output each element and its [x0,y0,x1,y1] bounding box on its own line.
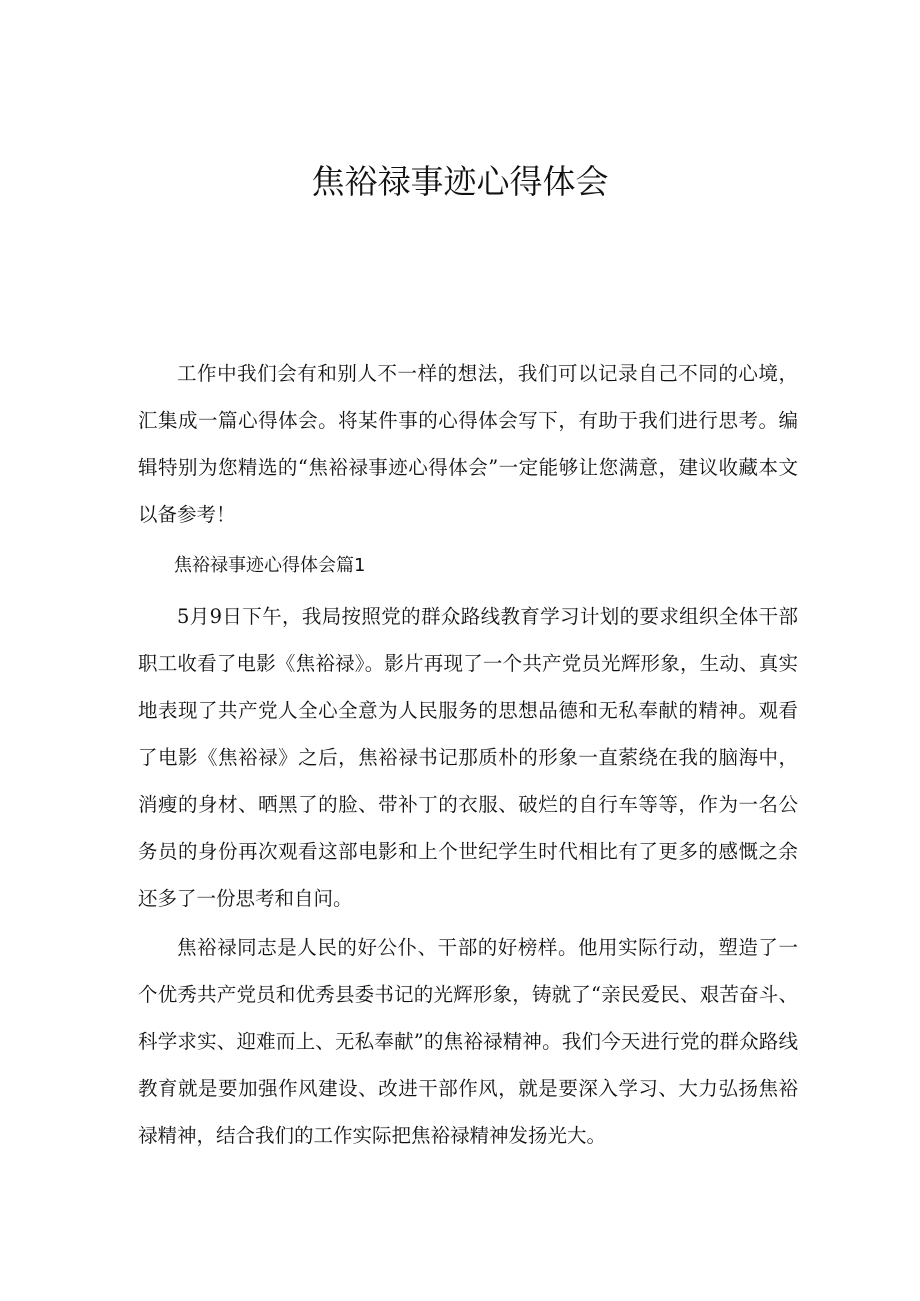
document-title: 焦裕禄事迹心得体会 [311,162,609,201]
intro-paragraph: 工作中我们会有和别人不一样的想法，我们可以记录自己不同的心境，汇集成一篇心得体会。将某件事的心得体会写下，有助于我们进行思考。编辑特别为您精选的“焦裕禄事迹心得体会”一定能够让您满意，建议收藏本文以备参考！ [138,362,798,526]
body-paragraph-2: 焦裕禄同志是人民的好公仆、干部的好榜样。他用实际行动，塑造了一个优秀共产党员和优秀县委书记的光辉形象，铸就了“亲民爱民、艰苦奋斗、科学求实、迎难而上、无私奉献”的焦裕禄精神。我们今天进行党的群众路线教育就是要加强作风建设、改进干部作风，就是要深入学习、大力弘扬焦裕禄精神，结合我们的工作实际把焦裕禄精神发扬光大。 [138,936,798,1147]
section-heading: 焦裕禄事迹心得体会篇1 [174,555,366,576]
body-paragraph-1: 5月9日下午，我局按照党的群众路线教育学习计划的要求组织全体干部职工收看了电影《焦裕禄》。影片再现了一个共产党员光辉形象，生动、真实地表现了共产党人全心全意为人民服务的思想品德和无私奉献的精神。观看了电影《焦裕禄》之后，焦裕禄书记那质朴的形象一直萦绕在我的脑海中，消瘦的身材、晒黑了的脸、带补丁的衣服、破烂的自行车等等，作为一名公务员的身份再次观看这部电影和上个世纪学生时代相比有了更多的感慨之余还多了一份思考和自问。 [138,605,798,910]
document-body [138,350,798,1161]
